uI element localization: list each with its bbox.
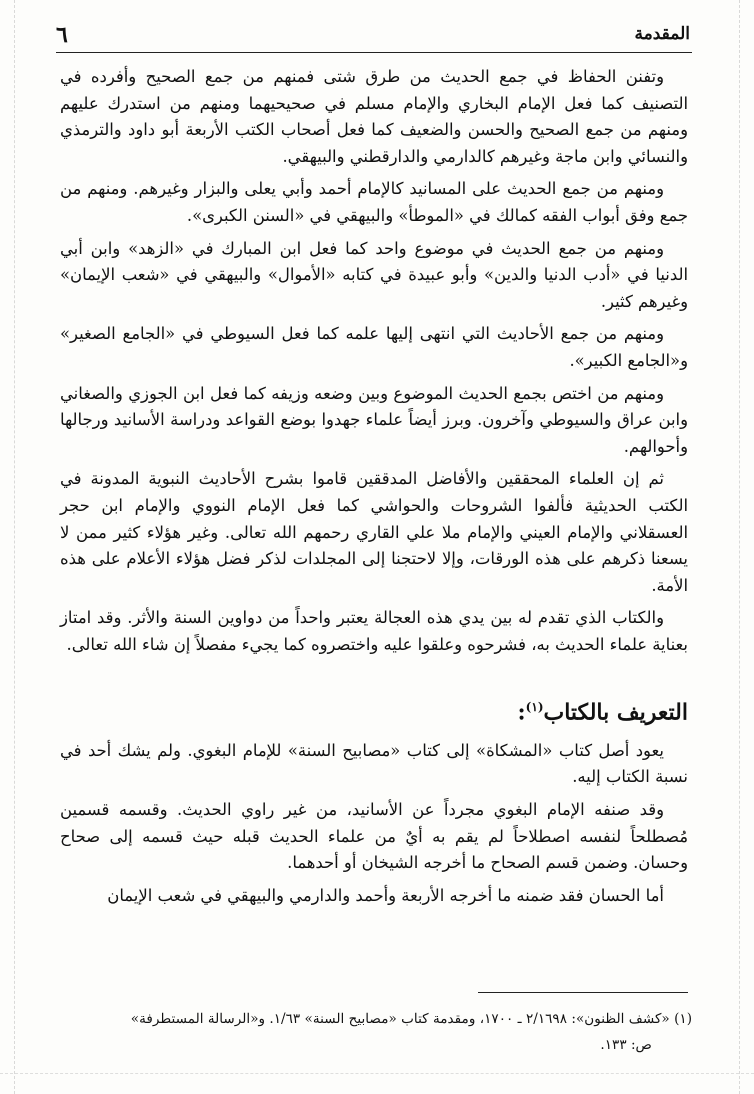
footnote-marker: (١)	[525, 700, 544, 715]
footnote	[56, 1006, 692, 1058]
section-paragraph-2: وقد صنفه الإمام البغوي مجرداً عن الأسانيد، من غير راوي الحديث. وقسمه قسمين مُصطلحاً لنفسه اصطلاحاً لم يقم به أيٌ من علماء الحديث قبله حيث قسمه إلى صحاح وحسان. وضمن قسم الصحاح ما أخرجه الشيخان أو أحدهما.	[60, 799, 688, 873]
main-text	[60, 64, 688, 915]
footnote-line-2: ص: ١٣٣.	[600, 1037, 652, 1053]
paragraph-4: ومنهم من جمع الأحاديث التي انتهى إليها علمه كما فعل السيوطي في «الجامع الصغير» و«الجامع الكبير».	[60, 324, 688, 370]
section-heading-text: التعريف بالكتاب	[543, 699, 688, 726]
bottom-border-ornament	[0, 1073, 754, 1094]
paragraph-6: ثم إن العلماء المحققين والأفاضل المدققين قاموا بشرح الأحاديث النبوية المدونة في الكتب الحديثية فألفوا الشروحات والحواشي كما فعل الإمام النووي والإمام ابن حجر العسقلاني والإمام العيني والإمام ملا علي القاري رحمهم الله تعالى. وغير هؤلاء كثير ممن لا يسعنا ذكرهم على هذه الورقات، وإلا لاحتجنا إلى المجلدات لذكر فضل هؤلاء الأعلام على هذه الأمة.	[60, 469, 688, 595]
footnote-divider	[478, 992, 688, 993]
running-title: المقدمة	[634, 24, 690, 44]
section-heading-colon: :	[517, 699, 526, 726]
paragraph-5: ومنهم من اختص بجمع الحديث الموضوع وبين وضعه وزيفه كما فعل ابن الجوزي والصغاني وابن عراق والسيوطي وآخرون. وبرز أيضاً علماء جهدوا بوضع القواعد ودراسة الأسانيد ورجالها وأحوالهم.	[60, 383, 688, 456]
page-header	[56, 22, 692, 53]
paragraph-3: ومنهم من جمع الحديث في موضوع واحد كما فعل ابن المبارك في «الزهد» وابن أبي الدنيا في «أدب الدنيا والدين» وأبو عبيدة في كتابه «الأموال» والبيهقي في «شعب الإيمان» وغيرهم كثير.	[60, 238, 688, 311]
paragraph-2: ومنهم من جمع الحديث على المسانيد كالإمام أحمد وأبي يعلى والبزار وغيرهم. ومنهم من جمع وفق أبواب الفقه كمالك في «الموطأ» والبيهقي في «السنن الكبرى».	[60, 179, 688, 225]
right-border-ornament	[739, 0, 754, 1094]
paragraph-7: والكتاب الذي تقدم له بين يدي هذه العجالة يعتبر واحداً من دواوين السنة والأثر. وقد امتاز بعناية علماء الحديث به، فشرحوه وعلقوا عليه واختصروه كما يجيء مفصلاً إن شاء الله تعالى.	[60, 608, 688, 654]
section-paragraph-1: يعود أصل كتاب «المشكاة» إلى كتاب «مصابيح السنة» للإمام البغوي. ولم يشك أحد في نسبة الكتاب إليه.	[60, 740, 688, 787]
section-paragraph-3: أما الحسان فقد ضمنه ما أخرجه الأربعة وأحمد والدارمي والبيهقي في شعب الإيمان	[107, 885, 664, 905]
footnote-line-1: (١) «كشف الظنون»: ٢/١٦٩٨ ـ ١٧٠٠، ومقدمة كتاب «مصابيح السنة» ١/٦٣. و«الرسالة المستطرفة»	[130, 1011, 692, 1027]
section-heading	[60, 692, 688, 727]
left-border-ornament	[0, 0, 15, 1094]
paragraph-1: وتفنن الحفاظ في جمع الحديث من طرق شتى فمنهم من جمع الصحيح وأفرده في التصنيف كما فعل الإمام البخاري والإمام مسلم في صحيحيهما ومنهم من استدرك عليهم ومنهم من جمع الصحيح والحسن والضعيف كما فعل أصحاب الكتب الأربعة أبو داود والترمذي والنسائي وابن ماجة وغيرهم كالدارمي والدارقطني والبيهقي.	[60, 67, 688, 166]
page-number: ٦	[56, 22, 68, 48]
